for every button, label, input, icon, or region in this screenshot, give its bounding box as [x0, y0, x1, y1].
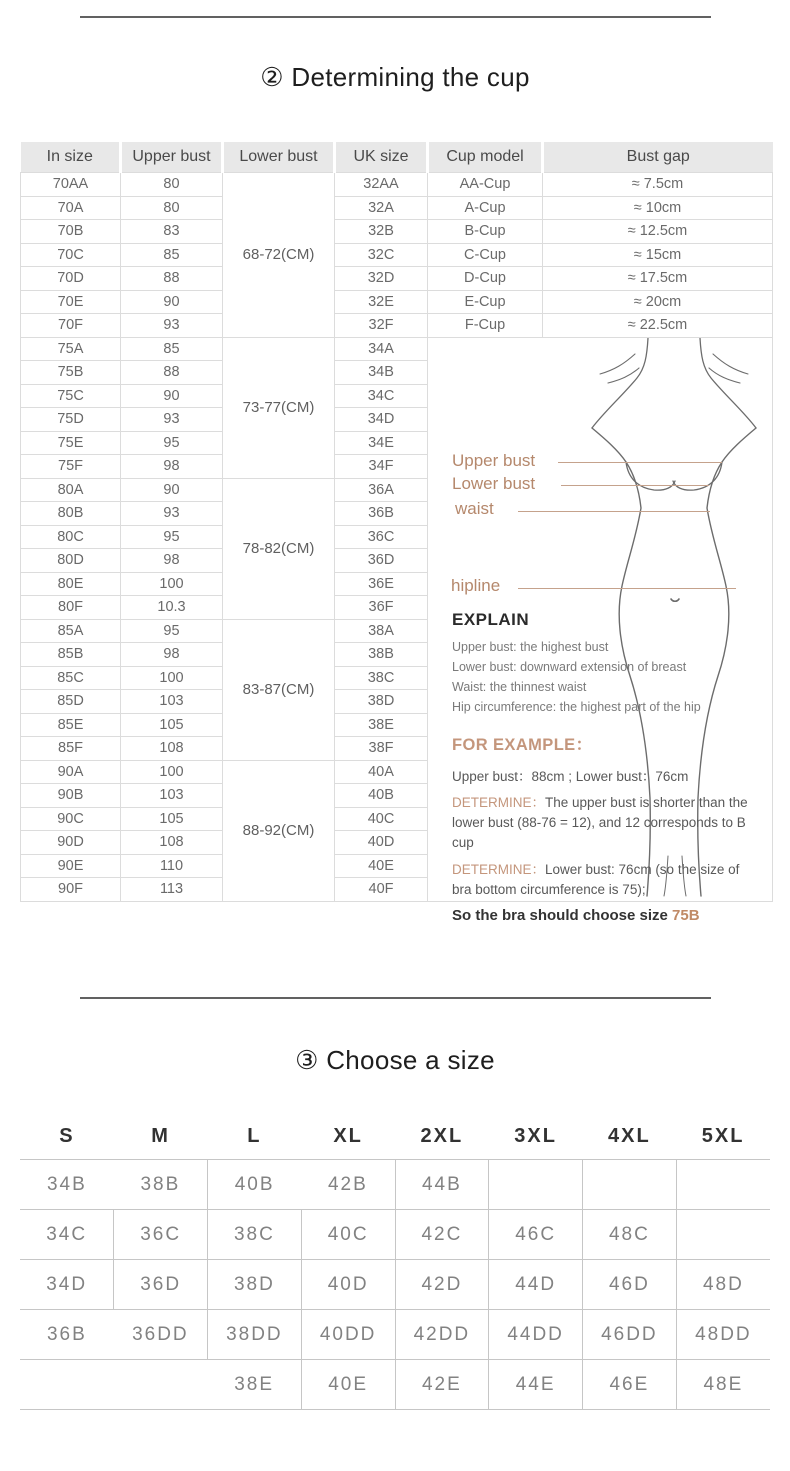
- upper-bust-cell: 80: [121, 173, 223, 197]
- figure-label-hipline: hipline: [451, 576, 501, 595]
- uk-size-cell: 38E: [335, 713, 428, 737]
- in-size-cell: 80C: [21, 525, 121, 549]
- size-option-cell: 46E: [583, 1360, 677, 1410]
- explain-section: [452, 610, 762, 924]
- size-option-cell: 48DD: [676, 1310, 770, 1360]
- upper-bust-cell: 90: [121, 290, 223, 314]
- upper-bust-cell: 95: [121, 431, 223, 455]
- uk-size-cell: 40C: [335, 807, 428, 831]
- in-size-cell: 75A: [21, 337, 121, 361]
- size-option-cell: 36D: [114, 1260, 208, 1310]
- size-option-cell: 40E: [301, 1360, 395, 1410]
- uk-size-cell: 36F: [335, 596, 428, 620]
- determine-2-text: Lower bust: 76cm (so the size of bra bottom circumference is 75);: [452, 861, 740, 897]
- uk-size-cell: 32E: [335, 290, 428, 314]
- uk-size-cell: 32F: [335, 314, 428, 338]
- cup-table-row: [21, 243, 773, 267]
- size-option-cell: 42DD: [395, 1310, 489, 1360]
- body-measurement-figure: [430, 338, 771, 924]
- in-size-cell: 70D: [21, 267, 121, 291]
- bust-gap-cell: ≈ 20cm: [543, 290, 773, 314]
- explain-heading: EXPLAIN: [452, 610, 530, 629]
- upper-bust-cell: 88: [121, 361, 223, 385]
- size-option-cell: 40DD: [301, 1310, 395, 1360]
- upper-bust-cell: 98: [121, 643, 223, 667]
- uk-size-cell: 38B: [335, 643, 428, 667]
- size-option-cell: 42D: [395, 1260, 489, 1310]
- size-option-cell: 46DD: [583, 1310, 677, 1360]
- in-size-cell: 80D: [21, 549, 121, 573]
- in-size-cell: 70AA: [21, 173, 121, 197]
- size-option-cell: 38E: [208, 1360, 302, 1410]
- upper-bust-cell: 95: [121, 619, 223, 643]
- size-column-header: 2XL: [395, 1113, 489, 1160]
- explain-line-lower-bust: Lower bust: downward extension of breast: [452, 660, 687, 675]
- upper-bust-cell: 88: [121, 267, 223, 291]
- size-option-cell: 44B: [395, 1160, 489, 1210]
- in-size-cell: 75B: [21, 361, 121, 385]
- upper-bust-pointer-line: [558, 462, 722, 463]
- size-option-cell: 40C: [301, 1210, 395, 1260]
- size-option-cell: 48C: [583, 1210, 677, 1260]
- uk-size-cell: 32B: [335, 220, 428, 244]
- size-table-row: [20, 1310, 770, 1360]
- explain-line-waist: Waist: the thinnest waist: [452, 680, 587, 695]
- size-empty-cell: [676, 1210, 770, 1260]
- cup-model-cell: C-Cup: [428, 243, 543, 267]
- in-size-cell: 80F: [21, 596, 121, 620]
- hair-wisp-right-1: [713, 354, 748, 374]
- bust-gap-cell: ≈ 7.5cm: [543, 173, 773, 197]
- in-size-cell: 85E: [21, 713, 121, 737]
- cup-table-column-header: Upper bust: [121, 142, 223, 173]
- in-size-cell: 85C: [21, 666, 121, 690]
- cup-model-cell: E-Cup: [428, 290, 543, 314]
- section-title-choose-size: ③ Choose a size: [295, 1045, 495, 1075]
- size-option-cell: 44DD: [489, 1310, 583, 1360]
- neck-right-line: [700, 338, 756, 428]
- uk-size-cell: 34A: [335, 337, 428, 361]
- uk-size-cell: 38A: [335, 619, 428, 643]
- size-column-header: 3XL: [489, 1113, 583, 1160]
- size-option-cell: 34D: [20, 1260, 114, 1310]
- in-size-cell: 90D: [21, 831, 121, 855]
- upper-bust-cell: 113: [121, 878, 223, 902]
- in-size-cell: 80B: [21, 502, 121, 526]
- upper-bust-cell: 100: [121, 760, 223, 784]
- section-title-determining-cup: ② Determining the cup: [260, 62, 530, 92]
- figure-label-lower-bust: Lower bust: [452, 474, 536, 493]
- cup-model-cell: D-Cup: [428, 267, 543, 291]
- upper-bust-cell: 108: [121, 737, 223, 761]
- cup-table-header: [21, 142, 773, 173]
- size-column-header: L: [208, 1113, 302, 1160]
- uk-size-cell: 34B: [335, 361, 428, 385]
- upper-bust-cell: 103: [121, 784, 223, 808]
- size-empty-cell: [676, 1160, 770, 1210]
- cup-table-row: [21, 220, 773, 244]
- upper-bust-cell: 93: [121, 502, 223, 526]
- size-option-cell: 38D: [208, 1260, 302, 1310]
- size-option-cell: 38B: [114, 1160, 208, 1210]
- size-option-cell: 40D: [301, 1260, 395, 1310]
- size-column-header: 4XL: [583, 1113, 677, 1160]
- size-column-header: M: [114, 1113, 208, 1160]
- uk-size-cell: 34F: [335, 455, 428, 479]
- example-measurements: Upper bust：88cm ; Lower bust：76cm: [452, 768, 689, 784]
- in-size-cell: 75D: [21, 408, 121, 432]
- uk-size-cell: 38C: [335, 666, 428, 690]
- cup-model-cell: A-Cup: [428, 196, 543, 220]
- uk-size-cell: 38D: [335, 690, 428, 714]
- lower-bust-pointer-line: [561, 485, 709, 486]
- uk-size-cell: 38F: [335, 737, 428, 761]
- upper-bust-cell: 80: [121, 196, 223, 220]
- in-size-cell: 75E: [21, 431, 121, 455]
- middle-divider-line: [80, 997, 711, 999]
- size-option-cell: 46D: [583, 1260, 677, 1310]
- upper-bust-cell: 93: [121, 408, 223, 432]
- in-size-cell: 75C: [21, 384, 121, 408]
- top-divider-line: [80, 16, 711, 18]
- upper-bust-cell: 85: [121, 243, 223, 267]
- size-option-cell: 42E: [395, 1360, 489, 1410]
- lower-bust-merged-cell: 78-82(CM): [223, 478, 335, 619]
- uk-size-cell: 36E: [335, 572, 428, 596]
- cup-table-column-header: In size: [21, 142, 121, 173]
- cup-model-cell: F-Cup: [428, 314, 543, 338]
- cup-table-column-header: Lower bust: [223, 142, 335, 173]
- uk-size-cell: 36D: [335, 549, 428, 573]
- size-option-cell: 38DD: [208, 1310, 302, 1360]
- cup-table-row: [21, 196, 773, 220]
- uk-size-cell: 36C: [335, 525, 428, 549]
- uk-size-cell: 40B: [335, 784, 428, 808]
- uk-size-cell: 36B: [335, 502, 428, 526]
- size-option-cell: 36C: [114, 1210, 208, 1260]
- in-size-cell: 80A: [21, 478, 121, 502]
- upper-bust-cell: 10.3: [121, 596, 223, 620]
- determine-1-text: The upper bust is shorter than the lower bust (88-76 = 12), and 12 corresponds to B cup: [452, 794, 748, 851]
- upper-bust-cell: 98: [121, 549, 223, 573]
- in-size-cell: 75F: [21, 455, 121, 479]
- lower-bust-merged-cell: 88-92(CM): [223, 760, 335, 901]
- choose-size-table: [20, 1113, 770, 1410]
- in-size-cell: 85A: [21, 619, 121, 643]
- cup-table-row: [21, 267, 773, 291]
- conclusion-text: [452, 907, 762, 924]
- size-empty-cell: [489, 1160, 583, 1210]
- upper-bust-cell: 95: [121, 525, 223, 549]
- uk-size-cell: 32D: [335, 267, 428, 291]
- size-empty-cell: [20, 1360, 114, 1410]
- size-empty-cell: [114, 1360, 208, 1410]
- upper-bust-cell: 83: [121, 220, 223, 244]
- waist-pointer-line: [518, 511, 710, 512]
- uk-size-cell: 40E: [335, 854, 428, 878]
- upper-bust-cell: 100: [121, 666, 223, 690]
- uk-size-cell: 40D: [335, 831, 428, 855]
- in-size-cell: 85F: [21, 737, 121, 761]
- uk-size-cell: 40F: [335, 878, 428, 902]
- figure-label-upper-bust: Upper bust: [452, 451, 536, 470]
- size-option-cell: 44D: [489, 1260, 583, 1310]
- in-size-cell: 90A: [21, 760, 121, 784]
- bust-gap-cell: ≈ 12.5cm: [543, 220, 773, 244]
- hipline-pointer-line: [518, 588, 736, 589]
- uk-size-cell: 32A: [335, 196, 428, 220]
- upper-bust-cell: 110: [121, 854, 223, 878]
- bust-gap-cell: ≈ 17.5cm: [543, 267, 773, 291]
- size-option-cell: 46C: [489, 1210, 583, 1260]
- uk-size-cell: 32AA: [335, 173, 428, 197]
- explain-line-upper-bust: Upper bust: the highest bust: [452, 640, 609, 654]
- size-column-header: S: [20, 1113, 114, 1160]
- uk-size-cell: 36A: [335, 478, 428, 502]
- size-table-header: [20, 1113, 770, 1160]
- conclusion-sentence: So the bra should choose size: [452, 907, 668, 924]
- lower-bust-merged-cell: 68-72(CM): [223, 173, 335, 338]
- explain-line-hip: Hip circumference: the highest part of the hip: [452, 700, 701, 715]
- upper-bust-cell: 108: [121, 831, 223, 855]
- determine-label: DETERMINE：: [452, 861, 546, 877]
- bust-gap-cell: ≈ 15cm: [543, 243, 773, 267]
- upper-bust-cell: 93: [121, 314, 223, 338]
- size-option-cell: 42C: [395, 1210, 489, 1260]
- upper-bust-cell: 85: [121, 337, 223, 361]
- for-example-heading: FOR EXAMPLE：: [452, 735, 593, 754]
- size-column-header: XL: [301, 1113, 395, 1160]
- in-size-cell: 70A: [21, 196, 121, 220]
- size-option-cell: 40B: [208, 1160, 302, 1210]
- cup-table-column-header: Bust gap: [543, 142, 773, 173]
- size-table-row: [20, 1160, 770, 1210]
- cup-table-row: [21, 173, 773, 197]
- in-size-cell: 70B: [21, 220, 121, 244]
- upper-bust-cell: 105: [121, 713, 223, 737]
- cup-table-column-header: Cup model: [428, 142, 543, 173]
- uk-size-cell: 40A: [335, 760, 428, 784]
- bust-gap-cell: ≈ 10cm: [543, 196, 773, 220]
- upper-bust-cell: 103: [121, 690, 223, 714]
- cup-table-row: [21, 290, 773, 314]
- uk-size-cell: 34C: [335, 384, 428, 408]
- upper-bust-cell: 90: [121, 478, 223, 502]
- size-empty-cell: [583, 1160, 677, 1210]
- cup-model-cell: B-Cup: [428, 220, 543, 244]
- upper-bust-cell: 90: [121, 384, 223, 408]
- cup-model-cell: AA-Cup: [428, 173, 543, 197]
- upper-bust-cell: 98: [121, 455, 223, 479]
- recommended-size: 75B: [672, 907, 700, 924]
- hair-wisp-left-1: [600, 354, 635, 374]
- size-option-cell: 48D: [676, 1260, 770, 1310]
- size-table-row: [20, 1260, 770, 1310]
- in-size-cell: 90F: [21, 878, 121, 902]
- bust-gap-cell: ≈ 22.5cm: [543, 314, 773, 338]
- size-option-cell: 34B: [20, 1160, 114, 1210]
- size-option-cell: 38C: [208, 1210, 302, 1260]
- upper-bust-cell: 100: [121, 572, 223, 596]
- in-size-cell: 90B: [21, 784, 121, 808]
- determine-label: DETERMINE：: [452, 794, 546, 810]
- size-table-row: [20, 1360, 770, 1410]
- lower-bust-merged-cell: 73-77(CM): [223, 337, 335, 478]
- in-size-cell: 85D: [21, 690, 121, 714]
- size-option-cell: 34C: [20, 1210, 114, 1260]
- lower-bust-merged-cell: 83-87(CM): [223, 619, 335, 760]
- in-size-cell: 70C: [21, 243, 121, 267]
- cup-table-column-header: UK size: [335, 142, 428, 173]
- size-option-cell: 36DD: [114, 1310, 208, 1360]
- size-option-cell: 42B: [301, 1160, 395, 1210]
- size-column-header: 5XL: [676, 1113, 770, 1160]
- example-determine-1: [452, 793, 762, 854]
- in-size-cell: 90C: [21, 807, 121, 831]
- in-size-cell: 70F: [21, 314, 121, 338]
- in-size-cell: 90E: [21, 854, 121, 878]
- uk-size-cell: 34D: [335, 408, 428, 432]
- in-size-cell: 85B: [21, 643, 121, 667]
- size-option-cell: 44E: [489, 1360, 583, 1410]
- size-option-cell: 48E: [676, 1360, 770, 1410]
- neck-left-line: [592, 338, 648, 428]
- uk-size-cell: 34E: [335, 431, 428, 455]
- in-size-cell: 70E: [21, 290, 121, 314]
- example-determine-2: [452, 860, 762, 901]
- size-option-cell: 36B: [20, 1310, 114, 1360]
- figure-label-waist: waist: [455, 499, 494, 518]
- cup-table-row: [21, 314, 773, 338]
- size-table-row: [20, 1210, 770, 1260]
- uk-size-cell: 32C: [335, 243, 428, 267]
- in-size-cell: 80E: [21, 572, 121, 596]
- navel-mark: [671, 599, 679, 601]
- upper-bust-cell: 105: [121, 807, 223, 831]
